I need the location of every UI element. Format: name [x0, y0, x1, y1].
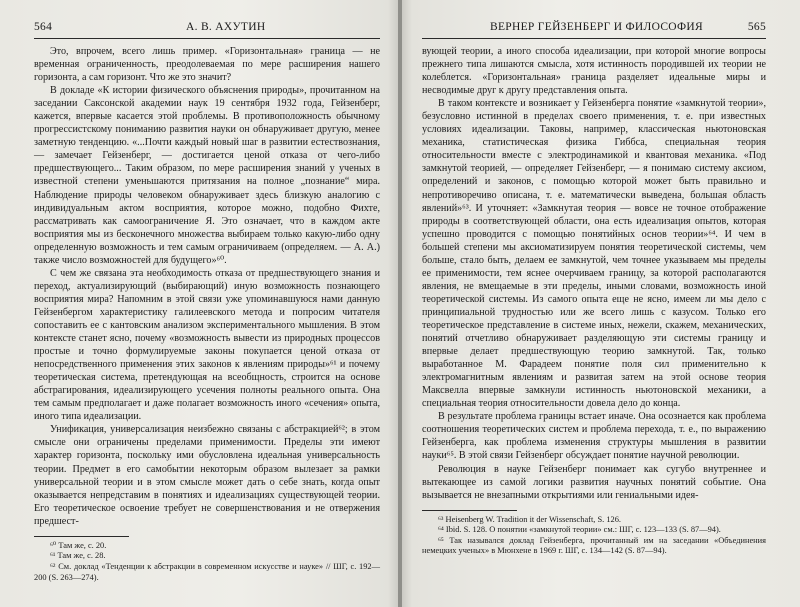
- paragraph: вующей теории, а иного способа идеализации, при которой многие вопросы прежнего типа лишаются смысла, хотя истинность породившей их теории не колеблется. «Горизонтальная» граница разделяет идеальные миры и несводимые друг к другу представления опыта.: [422, 46, 766, 97]
- footnote: ⁶² См. доклад «Тенденции к абстракции в современном искусстве и науке» // ШГ, с. 192—200 (S. 263—274).: [34, 561, 380, 582]
- left-footnotes: [34, 541, 380, 583]
- book-gutter: [398, 0, 402, 607]
- paragraph: Это, впрочем, всего лишь пример. «Горизонтальная» граница — не временная ограниченность, преодолеваемая по мере расширения нашего горизонта, а сам горизонт. Что же это значит?: [34, 46, 380, 84]
- right-header-rule: [422, 38, 766, 39]
- right-page: [400, 0, 800, 607]
- paragraph: С чем же связана эта необходимость отказа от предшествующего знания и переход, актуализирующий (выбирающий) иную возможность познающего восприятия мира? Напомним в этой связи уже упоминавшуюся нами данную Гейзенбергом характеристику галилеевского метода и попросим читателя сопоставить ее с кантовским анализом экспериментального мышления. В этом контексте станет ясно, почему «возможность вывести из природных процессов простые и точно формулируемые законы покупается ценой отказа от непосредственного применения этих законов к явлениям природы»⁶¹ и почему теоретическая система, претендующая на всеобщность, строится на основе абстрагирования, идеализирующего усечения полноты реального опыта. Она тем самым предполагает и даже полагает возможность иного «сечения» опыта, иного типа идеализации.: [34, 267, 380, 423]
- right-page-number: 565: [747, 21, 766, 33]
- paragraph: В докладе «К истории физического объяснения природы», прочитанном на заседании Саксонской академии наук 19 сентября 1932 года, Гейзенберг, кажется, впервые касается этой проблемы. В противоположность обычному прогрессистскому пониманию развития науки он обнаруживает другую, менее заметную тенденцию. «...Почти каждый новый шаг в развитии естествознания, — замечает Гейзенберг, — достигается ценой отказа от чего-либо предшествующего... Таким образом, по мере расширения знаний у ученых в известной степени уменьшаются притязания на полное „познание“ мира. Наблюдение природы человеком обнаруживает здесь близкую аналогию с индивидуальным актом восприятия, которое можно, подобно Фихте, рассматривать как самоограничение Я. Это означает, что в каждом акте восприятия мы из бесконечного множества выбираем только какую-либо одну определенную возможность и тем самым ограничиваем (определяем. — А. А.) также число возможностей для будущего»⁶⁰.: [34, 85, 380, 266]
- left-header-rule: [34, 38, 380, 39]
- footnote: ⁶⁰ Там же, с. 20.: [50, 540, 107, 550]
- right-body-text: [422, 45, 766, 502]
- left-page-header: [34, 18, 380, 38]
- left-footnote-rule: [34, 536, 129, 537]
- paragraph: В результате проблема границы встает иначе. Она осознается как проблема соотношения теоретических систем и проблема перехода, т. е., по выражению Гейзенберга, как проблема изменения структуры мышления в развитии науки⁶⁵. В этой связи Гейзенберг обсуждает понятие научной революции.: [422, 411, 766, 462]
- paragraph: Унификация, универсализация неизбежно связаны с абстракцией⁶²; в этом смысле они ограничены пределами применимости. Пределы эти имеют характер горизонта, поскольку ими обусловлена идеальная универсальность теории. Предмет в его самобытии некоторым образом вылезает за рамки универсальной теории и в этом смысле может дать о себе знать, когда опыт оказывается непредставим в понятиях и идеализациях существующей теории. Его теоретическое освоение требует не совершенствования и не отвержения предшест-: [34, 424, 380, 527]
- right-footnote-rule: [422, 510, 517, 511]
- left-body-text: [34, 45, 380, 528]
- paragraph: В таком контексте и возникает у Гейзенберга понятие «замкнутой теории», безусловно истинной в пределах своего применения, т. е. при известных условиях идеализации. Таковы, например, классическая ньютоновская механика, статистическая физика Гиббса, специальная теория относительности вместе с электродинамикой и квантовая механика. «Под замкнутой теорией, — определяет Гейзенберг, — я понимаю систему аксиом, определений и законов, с помощью которой может быть правильно и непротиворечиво описана, т. е. математически выведена, большая область явлений»⁶³. И уточняет: «Замкнутая теория — вовсе не точное отображение природы в соответствующей области, она есть идеализация опытов, которая успешно проводится с помощью понятийных основ теории»⁶⁴. И чем в большей степени мы аксиоматизируем понятия теоретической системы, чем больше, стало быть, делаем ее замкнутой, чем точнее указываем мы пределы ее применимости, тем яснее очерчиваем границу, за которой располагаются явления, не вмещаемые в эти пределы, иными словами, возможность иной теоретической системы. Из самого опыта еще не ясно, имеем ли мы дело с принципиальной трудностью или же всего лишь с казусом. Только его теоретическое представление в системе иных, нежели, скажем, механических, понятий отчетливо обнаруживает разделяющую эти системы границу и впервые делает предшествующую теорию замкнутой. Так, только выработанное М. Фарадеем понятие поля сил применительно к электромагнитным явлениям и развитая затем на этой основе теория Максвелла впервые замкнули истинность ньютоновской механики, а специальная теория относительности довела дело до конца.: [422, 98, 766, 410]
- left-page-number: 564: [34, 21, 53, 33]
- right-footnotes: [422, 515, 766, 557]
- right-page-header: [422, 18, 766, 38]
- footnote: ⁶⁵ Так назывался доклад Гейзенберга, прочитанный им на заседании «Объединения немецких ученых» в Мюнхене в 1969 г. ШГ, с. 134—142 (S. 87—94).: [422, 535, 766, 556]
- footnote: ⁶¹ Там же, с. 28.: [50, 551, 106, 561]
- right-running-title: ВЕРНЕР ГЕЙЗЕНБЕРГ И ФИЛОСОФИЯ: [490, 21, 703, 33]
- paragraph: Революция в науке Гейзенберг понимает как сугубо внутреннее и вытекающее из самой логики развития научных понятий событие. Она вызывается не внезапными открытиями или гениальными идея-: [422, 463, 766, 501]
- footnote: ⁶⁴ Ibid. S. 128. О понятии «замкнутой теории» см.: ШГ, с. 123—133 (S. 87—94).: [438, 525, 721, 535]
- left-running-title: А. В. АХУТИН: [186, 21, 266, 33]
- footnote: ⁶³ Heisenberg W. Tradition it der Wissenschaft, S. 126.: [438, 514, 621, 524]
